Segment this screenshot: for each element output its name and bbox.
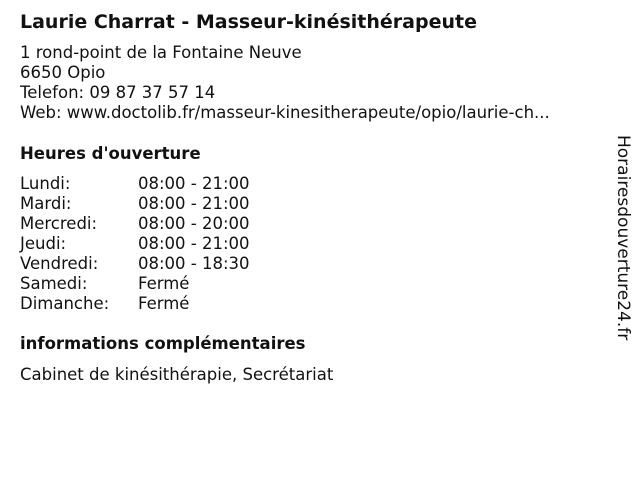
- website-link[interactable]: Web: www.doctolib.fr/masseur-kinesitherapeute/opio/laurie-ch...: [20, 103, 550, 122]
- address-street: 1 rond-point de la Fontaine Neuve: [20, 43, 302, 62]
- day-label: Dimanche:: [20, 294, 110, 313]
- time-value: Fermé: [138, 294, 190, 313]
- hours-row-thursday: [20, 234, 250, 254]
- phone-number[interactable]: Telefon: 09 87 37 57 14: [20, 83, 216, 102]
- hours-row-friday: [20, 254, 250, 274]
- contact-block: [20, 43, 550, 123]
- page-title: Laurie Charrat - Masseur-kinésithérapeute: [20, 11, 477, 33]
- day-label: Jeudi:: [20, 234, 67, 253]
- opening-hours-table: [20, 174, 250, 314]
- hours-row-saturday: [20, 274, 250, 294]
- time-value: 08:00 - 18:30: [138, 254, 250, 273]
- hours-row-wednesday: [20, 214, 250, 234]
- day-label: Vendredi:: [20, 254, 99, 273]
- time-value: 08:00 - 20:00: [138, 214, 250, 233]
- day-label: Mardi:: [20, 194, 72, 213]
- hours-row-sunday: [20, 294, 250, 314]
- time-value: 08:00 - 21:00: [138, 174, 250, 193]
- opening-hours-heading: Heures d'ouverture: [20, 144, 201, 163]
- hours-row-tuesday: [20, 194, 250, 214]
- day-label: Lundi:: [20, 174, 71, 193]
- address-city: 6650 Opio: [20, 63, 106, 82]
- brand-watermark: Horairesdouverture24.fr: [613, 135, 633, 341]
- day-label: Mercredi:: [20, 214, 98, 233]
- hours-row-monday: [20, 174, 250, 194]
- day-label: Samedi:: [20, 274, 88, 293]
- additional-info-heading: informations complémentaires: [20, 334, 306, 353]
- time-value: 08:00 - 21:00: [138, 234, 250, 253]
- time-value: 08:00 - 21:00: [138, 194, 250, 213]
- additional-info-text: Cabinet de kinésithérapie, Secrétariat: [20, 365, 334, 384]
- time-value: Fermé: [138, 274, 190, 293]
